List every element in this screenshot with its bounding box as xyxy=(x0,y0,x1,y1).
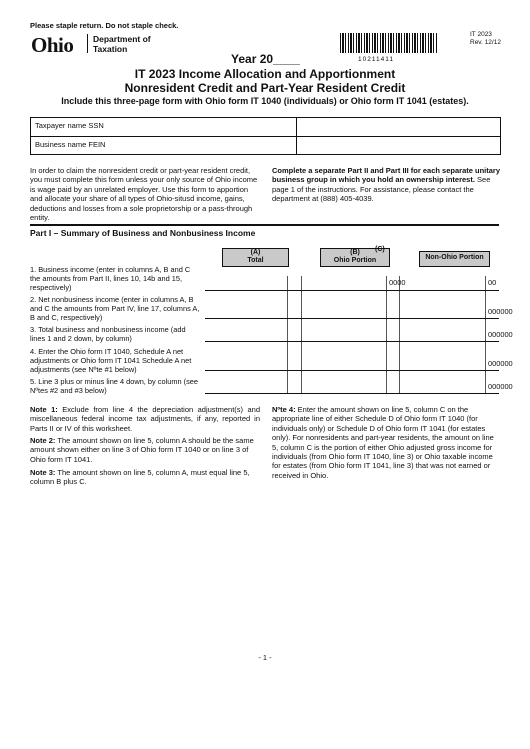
column-a-header xyxy=(222,248,289,267)
note-2 xyxy=(30,436,260,464)
form-instruction: Include this three-page form with Ohio form IT 1040 (individuals) or Ohio form IT 1041 (estates). xyxy=(61,96,469,106)
form-id xyxy=(470,31,501,47)
form-title: IT 2023 Income Allocation and Apportionment xyxy=(134,67,396,81)
column-b-letter: (B) xyxy=(350,249,360,256)
line-5-col-c-value[interactable]: 000000 xyxy=(488,382,513,391)
note-1-label: Note 1: xyxy=(30,405,58,414)
part1-title: Part I – Summary of Business and Nonbusiness Income xyxy=(30,228,256,238)
col-separator-1 xyxy=(287,276,288,394)
line-2-col-c-value[interactable]: 000000 xyxy=(488,307,513,316)
intro-right-rest: See page 1 of the instructions. For assistance, please contact the department at (888) 405-4039. xyxy=(272,175,491,204)
logo-divider xyxy=(87,34,88,53)
column-a-letter: (A) xyxy=(250,249,261,256)
taxpayer-secondary-field[interactable] xyxy=(297,118,500,136)
line-2-col-a-input[interactable] xyxy=(205,305,287,317)
intro-right-bold: Complete a separate Part II and Part III for each separate unitary business group in which you hold an ownership interest. xyxy=(272,166,500,185)
line-1-col-b-value[interactable]: 0000 xyxy=(389,278,406,287)
note-3-text: The amount shown on line 5, column A, must equal line 5, column B plus C. xyxy=(30,468,250,487)
line-4-col-b-input[interactable] xyxy=(302,357,386,369)
business-name-fein-field[interactable] xyxy=(31,137,296,154)
line-1-underline xyxy=(205,290,499,291)
column-a-label: Total xyxy=(247,257,264,264)
line-2-underline xyxy=(205,318,499,319)
column-c-letter: (C) xyxy=(375,246,385,253)
line-4-label: 4. Enter the Ohio form IT 1040, Schedule A net adjustments or Ohio form IT 1041 Schedule A net adjustments (see Nºte #1 below) xyxy=(30,347,192,374)
column-c-label: Non-Ohio Portion xyxy=(425,254,484,261)
note-3-label: Note 3: xyxy=(30,468,56,477)
line-5-col-b-input[interactable] xyxy=(302,381,386,393)
note-2-label: Note 2: xyxy=(30,436,56,445)
line-1-col-a-input[interactable] xyxy=(205,278,287,290)
line-3-col-c-value[interactable]: 000000 xyxy=(488,330,513,339)
line-4-col-a-input[interactable] xyxy=(205,357,287,369)
year-field[interactable]: Year 20____ xyxy=(231,52,300,66)
line-4-col-c-value[interactable]: 000000 xyxy=(488,359,513,368)
line-5-label: 5. Line 3 plus or minus line 4 down, by column (see Nºtes #2 and #3 below) xyxy=(30,377,199,395)
page-number: - 1 - xyxy=(258,653,272,662)
ohio-logo: Ohio xyxy=(31,33,74,57)
col-separator-4 xyxy=(399,276,400,394)
taxpayer-id-box xyxy=(30,117,501,155)
taxpayer-name-ssn-label: Taxpayer name SSN xyxy=(35,121,104,130)
note-4 xyxy=(272,405,502,480)
barcode xyxy=(340,33,438,53)
col-separator-5 xyxy=(485,276,486,394)
line-3-label: 3. Total business and nonbusiness income (add lines 1 and 2 down, by column) xyxy=(30,325,186,343)
form-revision: Rev. 12/12 xyxy=(470,39,501,46)
note-4-text: Enter the amount shown on line 5, column C on the appropriate line of either Schedule D of Ohio form IT 1040 (for individuals only) or Schedule D of Ohio form IT 1041 (for estates only). For nonresidents and part-year residents, the amount on line 5, column C is the portion of either Ohio adjusted gross income for individuals (from Ohio form IT 1040, line 3) or Ohio taxable income for estates (from Ohio form IT 1041, line 3) that was not earned or received in Ohio. xyxy=(272,405,494,480)
form-number: IT 2023 xyxy=(470,31,492,38)
line-5-col-a-input[interactable] xyxy=(205,381,287,393)
department-line1: Department of xyxy=(93,34,151,44)
note-2-text: The amount shown on line 5, column A should be the same amount shown either on line 3 of Ohio form IT 1040 or on line 3 of Ohio form IT 1041. xyxy=(30,436,254,464)
note-1-text: Exclude from line 4 the depreciation adjustment(s) and miscellaneous federal income tax adjustments, if any, reported in Parts II or IV of this worksheet. xyxy=(30,405,260,433)
note-1 xyxy=(30,405,260,433)
column-b-label: Ohio Portion xyxy=(333,257,377,264)
note-4-label: Nºte 4: xyxy=(272,405,296,414)
barcode-number: 10211411 xyxy=(358,56,394,63)
form-subtitle: Nonresident Credit and Part-Year Resident Credit xyxy=(124,81,406,95)
column-c-header xyxy=(419,251,490,267)
line-4-underline xyxy=(205,370,499,371)
line-3-col-a-input[interactable] xyxy=(205,329,287,341)
intro-right-text xyxy=(272,166,502,204)
line-2-col-b-input[interactable] xyxy=(302,305,386,317)
business-name-fein-label: Business name FEIN xyxy=(35,140,106,149)
line-1-col-c-value[interactable]: 00 xyxy=(488,278,497,287)
section-rule xyxy=(30,224,499,226)
staple-notice: Please staple return. Do not staple check. xyxy=(30,21,179,30)
intro-left-text: In order to claim the nonresident credit or part-year resident credit, you must complete this form unless your only source of Ohio income is wage paid by an unrelated employer. Use this form to apportion and allocate your share of all types of Ohio-situsd income, gains, deductions and losses from a sole proprietorship or a pass-through entity. xyxy=(30,166,258,223)
line-1-label: 1. Business income (enter in columns A, B and C the amounts from Part II, lines 10, 14b and 15, respectively) xyxy=(30,265,191,292)
department-name xyxy=(93,34,151,54)
line-3-underline xyxy=(205,341,499,342)
note-3 xyxy=(30,468,260,487)
taxpayer-name-ssn-field[interactable] xyxy=(31,118,296,136)
department-line2: Taxation xyxy=(93,44,128,54)
line-3-col-b-input[interactable] xyxy=(302,329,386,341)
col-separator-3 xyxy=(386,276,387,394)
line-2-label: 2. Net nonbusiness income (enter in columns A, B and C the amounts from Part IV, line 17, columns A, B and C, respectively) xyxy=(30,295,200,322)
line-5-underline xyxy=(205,393,499,394)
business-secondary-field[interactable] xyxy=(297,137,500,154)
